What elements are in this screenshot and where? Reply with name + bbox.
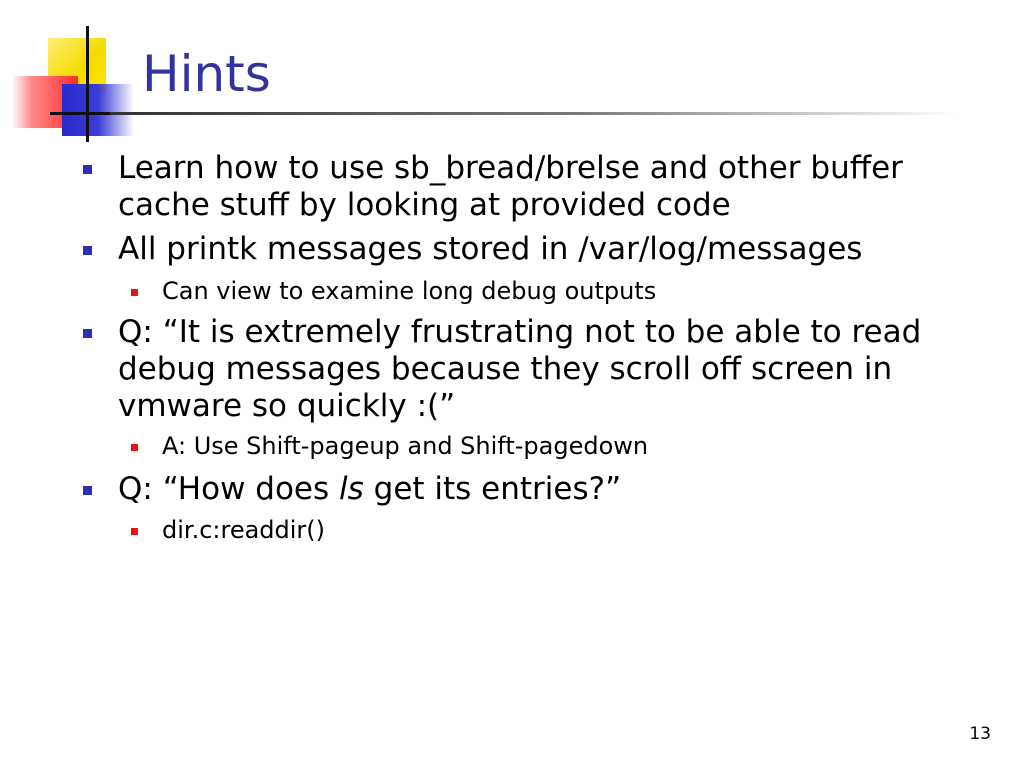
bullet-text: Learn how to use sb_bread/brelse and other buffer cache stuff by looking at provided code (118, 150, 903, 223)
square-bullet-icon (83, 246, 92, 255)
square-bullet-icon (83, 165, 92, 174)
square-bullet-icon (131, 444, 138, 451)
bullet-item (118, 231, 958, 268)
bullet-text-after: get its entries?” (363, 471, 622, 507)
bullet-text-emphasis: ls (339, 471, 364, 507)
slide-title: Hints (142, 45, 271, 103)
square-bullet-icon (131, 528, 138, 535)
page-number: 13 (969, 724, 991, 744)
square-bullet-icon (131, 289, 138, 296)
square-bullet-icon (83, 486, 92, 495)
sub-bullet-item (162, 516, 962, 545)
square-bullet-icon (83, 329, 92, 338)
sub-bullet-item (162, 432, 962, 461)
sub-bullet-text: Can view to examine long debug outputs (162, 277, 657, 305)
bullet-item (118, 150, 958, 224)
bullet-text-before: Q: “How does (118, 471, 340, 507)
bullet-text: All printk messages stored in /var/log/messages (118, 231, 863, 267)
bullet-text: Q: “It is extremely frustrating not to be able to read debug messages because they scroll off screen in vmware so quickly :(” (118, 314, 922, 424)
bullet-item (118, 471, 958, 508)
sub-bullet-item (162, 277, 962, 306)
sub-bullet-text: dir.c:readdir() (162, 516, 326, 544)
sub-bullet-text: A: Use Shift-pageup and Shift-pagedown (162, 432, 649, 460)
bullet-item (118, 314, 958, 425)
